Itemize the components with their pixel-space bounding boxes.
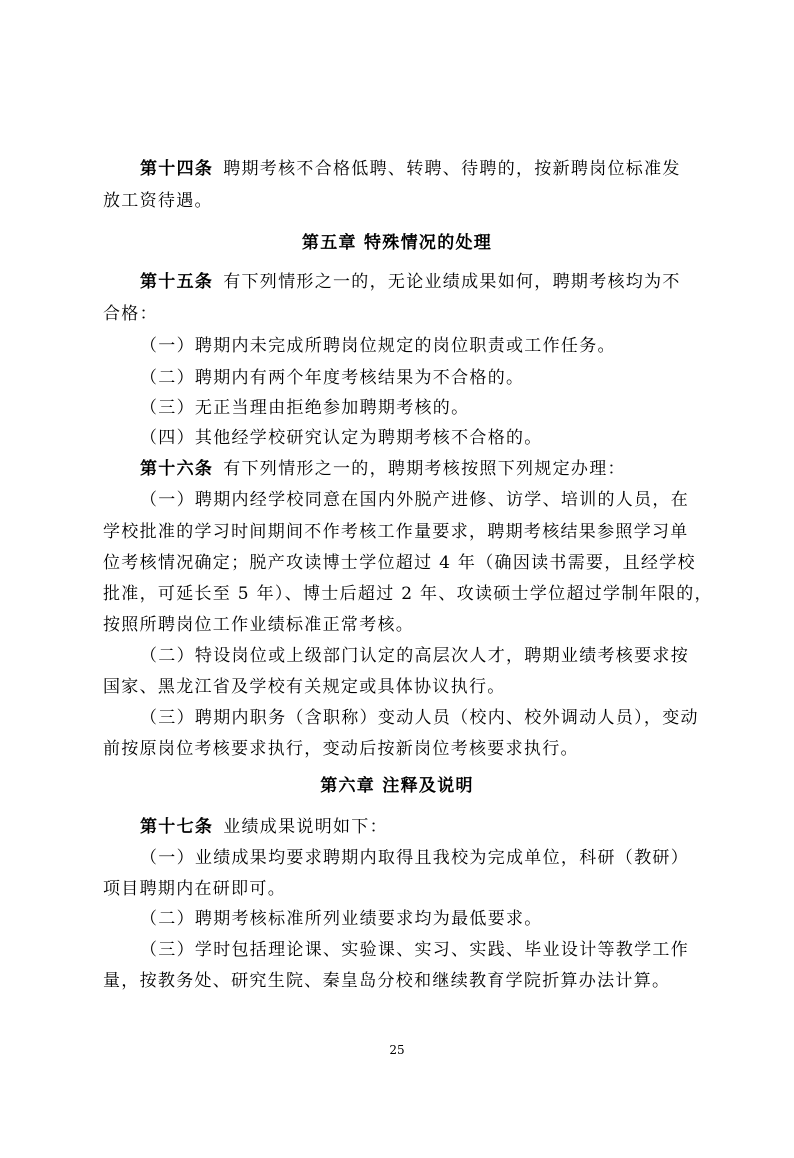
article-15-line-1 (140, 270, 681, 294)
article-14-line-2: 放工资待遇。 (103, 191, 213, 211)
article-16-para-line: 学校批准的学习时间期间不作考核工作量要求，聘期考核结果参照学习单 (103, 522, 689, 542)
article-16-para-line: 按照所聘岗位工作业绩标准正常考核。 (103, 615, 415, 635)
chapter-5-heading: 第五章 特殊情况的处理 (301, 233, 493, 253)
article-17-line-1 (140, 815, 388, 839)
article-15-item-3: （三）无正当理由拒绝参加聘期考核的。 (140, 398, 470, 418)
article-14-label: 第十四条 (140, 159, 214, 179)
article-16-para-line: 国家、黑龙江省及学校有关规定或具体协议执行。 (103, 677, 506, 697)
article-14-line-1 (140, 157, 681, 181)
page-number: 25 (389, 1043, 405, 1057)
article-15-item-1: （一）聘期内未完成所聘岗位规定的岗位职责或工作任务。 (140, 336, 616, 356)
article-15-item-2: （二）聘期内有两个年度考核结果为不合格的。 (140, 368, 525, 388)
article-16-para-line: 批准，可延长至 5 年）、博士后超过 2 年、攻读硕士学位超过学制年限的， (103, 584, 713, 604)
article-17-para-line: 量，按教务处、研究生院、秦皇岛分校和继续教育学院折算办法计算。 (103, 971, 671, 991)
article-17-para-line: 项目聘期内在研即可。 (103, 879, 286, 899)
article-15-text-1: 有下列情形之一的，无论业绩成果如何，聘期考核均为不 (223, 272, 681, 292)
article-17-label: 第十七条 (140, 817, 214, 837)
article-16-para-line: 位考核情况确定；脱产攻读博士学位超过 4 年（确因读书需要，且经学校 (103, 553, 696, 573)
article-15-label: 第十五条 (140, 272, 214, 292)
article-16-para-line: （三）聘期内职务（含职称）变动人员（校内、校外调动人员），变动 (140, 708, 699, 728)
article-15-item-4: （四）其他经学校研究认定为聘期考核不合格的。 (140, 428, 543, 448)
article-17-text-1: 业绩成果说明如下： (223, 817, 388, 837)
article-16-para-line: 前按原岗位考核要求执行，变动后按新岗位考核要求执行。 (103, 739, 579, 759)
article-14-text-1: 聘期考核不合格低聘、转聘、待聘的，按新聘岗位标准发 (223, 159, 681, 179)
article-16-label: 第十六条 (140, 459, 214, 479)
article-17-para-line: （二）聘期考核标准所列业绩要求均为最低要求。 (140, 909, 543, 929)
article-16-line-1 (140, 457, 626, 481)
article-16-text-1: 有下列情形之一的，聘期考核按照下列规定办理： (223, 459, 626, 479)
article-17-para-line: （一）业绩成果均要求聘期内取得且我校为完成单位，科研（教研） (140, 848, 689, 868)
chapter-6-heading: 第六章 注释及说明 (320, 776, 474, 796)
article-15-line-2: 合格： (103, 304, 158, 324)
article-17-para-line: （三）学时包括理论课、实验课、实习、实践、毕业设计等教学工作 (140, 940, 689, 960)
article-16-para-line: （一）聘期内经学校同意在国内外脱产进修、访学、培训的人员，在 (140, 490, 689, 510)
article-16-para-line: （二）特设岗位或上级部门认定的高层次人才，聘期业绩考核要求按 (140, 646, 689, 666)
